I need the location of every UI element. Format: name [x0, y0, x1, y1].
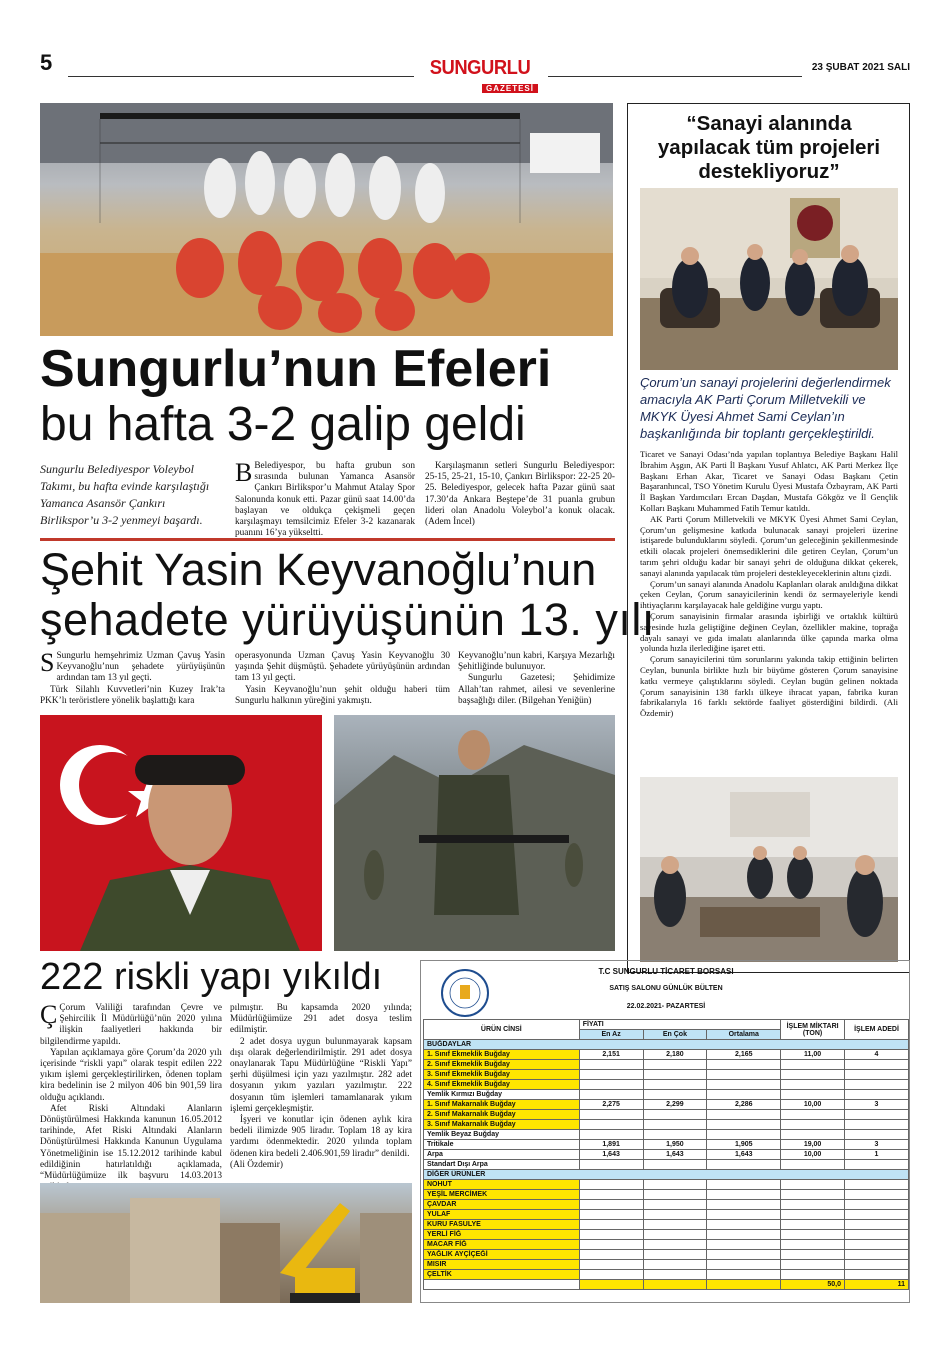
section-diger: DİĞER ÜRÜNLER — [424, 1170, 909, 1180]
cell-value: 3 — [845, 1100, 909, 1110]
product-name: MISIR — [424, 1260, 580, 1270]
product-name: 1. Sınıf Ekmeklik Buğday — [424, 1050, 580, 1060]
page-number: 5 — [40, 50, 53, 75]
sanayi-headline: “Sanayi alanında yapılacak tüm projeleri destekliyoruz” — [657, 112, 881, 183]
cell-value — [707, 1220, 781, 1230]
table-row — [424, 1190, 909, 1200]
cell-value: 2,286 — [707, 1100, 781, 1110]
cell-value — [845, 1190, 909, 1200]
product-name: KURU FASULYE — [424, 1220, 580, 1230]
cell-value — [781, 1130, 845, 1140]
cell-value — [579, 1230, 643, 1240]
cell-value — [579, 1270, 643, 1280]
cell-value — [707, 1160, 781, 1170]
cell-value — [643, 1220, 707, 1230]
cell-value — [707, 1210, 781, 1220]
cell-value — [579, 1060, 643, 1070]
table-row — [424, 1240, 909, 1250]
borsa-bulletin — [420, 960, 910, 1303]
cell-value — [579, 1190, 643, 1200]
cell-value — [707, 1190, 781, 1200]
cell-value — [781, 1230, 845, 1240]
cell-value — [707, 1110, 781, 1120]
cell-value — [781, 1110, 845, 1120]
table-row — [424, 1260, 909, 1270]
cell-value: 2,165 — [707, 1050, 781, 1060]
table-row — [424, 1050, 909, 1060]
cell-value — [845, 1090, 909, 1100]
cell-value — [707, 1230, 781, 1240]
table-row — [424, 1120, 909, 1130]
cell-value — [707, 1060, 781, 1070]
sehit-col3: Keyvanoğlu’nun kabri, Karşıya Mezarlığı Şehitliğinde bulunuyor. Sungurlu Gazetesi; Şehidimize Allah’tan rahmet, ailesi ve sevenlerine başsağlığı diler. (Bilgehan Yeniğün) — [458, 651, 615, 706]
cell-value: 2,151 — [579, 1050, 643, 1060]
cell-value — [579, 1240, 643, 1250]
table-row — [424, 1130, 909, 1140]
cell-value — [845, 1260, 909, 1270]
product-name: YULAF — [424, 1210, 580, 1220]
volley-col1: B Belediyespor, bu hafta grubun son sırasında bulunan Yamanca Asansör Çankırı Birlikspor’u Mahmut Atalay Spor Salonunda konuk etti. Pazar günü saat 14.00’da başlayan ve oldukça çekişmeli geçen karşılaşmayı temsilcimiz Efeler 3-2 kazanarak puanını 16’ya yükseltti. — [235, 458, 415, 539]
header-fiyat: FİYATI — [579, 1020, 780, 1030]
cell-value — [845, 1240, 909, 1250]
header-ortalama: Ortalama — [707, 1030, 781, 1040]
cell-value — [643, 1070, 707, 1080]
cell-value — [707, 1200, 781, 1210]
cell-value — [781, 1120, 845, 1130]
cell-value: 19,00 — [781, 1140, 845, 1150]
product-name: YAĞLIK AYÇİÇEĞİ — [424, 1250, 580, 1260]
product-name: ÇAVDAR — [424, 1200, 580, 1210]
volley-lead: Sungurlu Belediyespor Voleybol Takımı, bu hafta evinde karşılaştığı Yamanca Asansör Çankırı Birlikspor’u 3-2 yenmeyi başardı. — [40, 462, 210, 527]
table-row — [424, 1100, 909, 1110]
table-row — [424, 1180, 909, 1190]
cell-value: 2,180 — [643, 1050, 707, 1060]
sanayi-lead: Çorum’un sanayi projelerini değerlendirmek amacıyla AK Parti Çorum Milletvekili ve MKYK Üyesi Ahmet Sami Ceylan’ın başkanlığında bir toplantı gerçekleştirildi. — [640, 375, 891, 441]
riskli-col2: pılmıştır. Bu kapsamda 2020 yılında; Müdürlüğümüze 291 adet dosya teslim edilmiştir. 2 adet dosya uygun bulunmayarak kapsam dışı olarak değerlendirilmiştir. 291 adet dosya onaylanarak Tapu Müdürlüğüne “Riskli Yapı” şerhi düşülmesi için yazı yazılmıştır. 282 adet dosyanın yıkım yazıları yazılmıştır. 222 dosyanın tüm işlemleri tamamlanarak yıkım işlemi gerçekleşmiştir. İşyeri ve konutlar için ödenen aylık kira bedeli ilimizde 905 liradır. Toplam 18 ay kira yardımı ödenmektedir. 2020 yılında toplam ödenen kira bedeli 2.406.901,59 liradır” denildi. (Ali Özdemir) — [230, 1003, 412, 1170]
header-miktar: İŞLEM MİKTARI (TON) — [781, 1020, 845, 1040]
borsa-subtitle: SATIŞ SALONU GÜNLÜK BÜLTEN — [609, 985, 723, 992]
cell-value — [643, 1240, 707, 1250]
cell-value: 1,905 — [707, 1140, 781, 1150]
soldier-portrait-photo — [40, 715, 322, 951]
cell-value — [643, 1250, 707, 1260]
product-name: YEŞİL MERCİMEK — [424, 1190, 580, 1200]
sehit-col2: operasyonunda Uzman Çavuş Yasin Keyvanoğlu 30 yaşında Şehit düşmüştü. Şehadete yürüyüşünün ardından tam 13 yıl geçti. Yasin Keyvanoğlu’nun şehit olduğu haberi tüm Sungurlu halkının yüreğini yakmıştı. — [235, 651, 450, 706]
cell-value — [845, 1220, 909, 1230]
cell-value — [643, 1260, 707, 1270]
cell-value — [707, 1130, 781, 1140]
cell-value — [579, 1250, 643, 1260]
cell-value — [781, 1260, 845, 1270]
cell-value — [643, 1180, 707, 1190]
header-urun: ÜRÜN CİNSİ — [424, 1020, 580, 1040]
cell-value — [579, 1110, 643, 1120]
product-name: Tritikale — [424, 1140, 580, 1150]
cell-value — [643, 1110, 707, 1120]
total-ton: 50,0 — [781, 1280, 845, 1290]
table-row — [424, 1080, 909, 1090]
product-name: Arpa — [424, 1150, 580, 1160]
header-rule-left — [68, 76, 414, 77]
cell-value — [643, 1160, 707, 1170]
sanayi-body: Ticaret ve Sanayi Odası’nda yapılan toplantıya Belediye Başkanı Halil İbrahim Aşgın, AK Parti İl Başkanı Yusuf Ahlatcı, AK Parti Merkez İlçe Başkanı Erhan Akar, Ticaret ve Sanayi Odası Başkanı Çetin Başaranhıncal, TSO Yönetim Kurulu Üyesi Mustafa Özbayram, AK Parti İl Başkan Yardımcıları Ercan Daşdan, Mustafa Gökgöz ve İl Gençlik Kolları Başkanı Muhammed Fatih Temur katıldı. AK Parti Çorum Milletvekili ve MKYK Üyesi Ahmet Sami Ceylan, Çorum’un gelişmesine katkıda bulunacak sanayi projeleri üzerine istişarede bulunduklarını söyledi. Çorum’un geleceğinin şekillenmesinde etkili olacak projeleri önemsediklerini dile getiren Ceylan, Çorum’un tarım şehri olduğu kadar bir sanayi şehri de olduğuna dikkat çekerek, sanayi alanında yapılacak tüm projeleri destekleyeceklerinin altını çizdi. Çorum’un sanayi alanında Anadolu Kaplanları olarak anıldığına dikkat çeken Ceylan, Çorum sanayicilerinin kendi öz sermayeleriyle kendi ihtiyaçlarını karşılayacak hale geldiğine vurgu yaptı. Çorum sanayisinin firmalar arasında işbirliği ve ortaklık kültürü sayesinde hızla geliştiğine değinen Ceylan, özellikler makine, toprağa dayalı sanayi ve gıda imalatı alanlarında ülke çapında marka olma yolunda hızla ilerlediğine işaret etti. Çorum sanayicilerini tüm sorunlarını yakında takip ettiğinin belirten Ceylan, bununla birlikte hızlı bir büyüme gösteren Çorum sanayisine katkı vermeye çalıştıklarını söyledi. Ceylan bugün gelinen noktada Çorum sanayisinin 138 farklı ülkeye ihracat yapan, fabrika kuran fabrikalarıyla 16 farklı sektörde faaliyet gösterdiğini bildirdi. (Ali Özdemir) — [640, 449, 898, 719]
cell-value — [781, 1240, 845, 1250]
cell-value — [781, 1210, 845, 1220]
cell-value — [845, 1060, 909, 1070]
volleyball-team-photo — [40, 103, 613, 336]
table-row — [424, 1060, 909, 1070]
section-bugdaylar: BUĞDAYLAR — [424, 1040, 909, 1050]
meeting-photo-2 — [640, 777, 898, 962]
sehit-headline-line2: şehadete yürüyüşünün 13. yılı — [40, 594, 655, 645]
cell-value — [579, 1160, 643, 1170]
cell-value — [579, 1080, 643, 1090]
cell-value — [579, 1210, 643, 1220]
borsa-date: 22.02.2021- PAZARTESİ — [626, 1003, 706, 1010]
issue-date: 23 ŞUBAT 2021 SALI — [811, 62, 910, 73]
cell-value — [707, 1260, 781, 1270]
cell-value — [579, 1090, 643, 1100]
cell-value — [579, 1200, 643, 1210]
cell-value: 1,950 — [643, 1140, 707, 1150]
cell-value: 1,891 — [579, 1140, 643, 1150]
header-adet: İŞLEM ADEDİ — [845, 1020, 909, 1040]
cell-value: 1,643 — [643, 1150, 707, 1160]
cell-value: 1,643 — [707, 1150, 781, 1160]
cell-value: 10,00 — [781, 1150, 845, 1160]
cell-value — [781, 1090, 845, 1100]
volley-headline-line2: bu hafta 3-2 galip geldi — [40, 398, 526, 451]
cell-value — [781, 1160, 845, 1170]
sehit-col1: S Sungurlu hemşehrimiz Uzman Çavuş Yasin Keyvanoğlu’nun şehadete yürüyüşünün ardından tam 13 yıl geçti. Türk Silahlı Kuvvetleri’nin Kuzey Irak’ta PKK’lı teröristlere yönelik başlattığı kara — [40, 648, 225, 706]
cell-value — [781, 1080, 845, 1090]
volley-col2: Karşılaşmanın setleri Sungurlu Belediyespor: 25-15, 25-21, 15-10, Çankırı Birlikspor: 22-25 20-25. Belediyespor, gelecek hafta Pazar günü saat 17.30’da Ankara Beştepe’de 31 puanla grubun lideri olan Anadolu Voleybol’a konuk olacak. (Adem İncel) — [425, 461, 615, 528]
cell-value — [845, 1160, 909, 1170]
cell-value — [707, 1120, 781, 1130]
volley-headline-line1: Sungurlu’nun Efeleri — [40, 340, 552, 398]
product-name: NOHUT — [424, 1180, 580, 1190]
table-row — [424, 1160, 909, 1170]
cell-value — [643, 1270, 707, 1280]
cell-value — [707, 1090, 781, 1100]
cell-value — [643, 1080, 707, 1090]
cell-value — [643, 1090, 707, 1100]
table-row — [424, 1200, 909, 1210]
cell-value: 3 — [845, 1140, 909, 1150]
product-name: 1. Sınıf Makarnalık Buğday — [424, 1100, 580, 1110]
sehit-headline-line1: Şehit Yasin Keyvanoğlu’nun — [40, 544, 597, 595]
cell-value — [781, 1190, 845, 1200]
table-row — [424, 1140, 909, 1150]
cell-value — [707, 1080, 781, 1090]
cell-value — [781, 1200, 845, 1210]
meeting-photo-1 — [640, 188, 898, 370]
riskli-headline: 222 riskli yapı yıkıldı — [40, 956, 383, 998]
cell-value — [845, 1130, 909, 1140]
product-name: 3. Sınıf Ekmeklik Buğday — [424, 1070, 580, 1080]
cell-value — [579, 1130, 643, 1140]
product-name: MACAR FİĞ — [424, 1240, 580, 1250]
table-row — [424, 1250, 909, 1260]
cell-value — [845, 1230, 909, 1240]
borsa-table — [423, 1019, 909, 1290]
cell-value — [579, 1070, 643, 1080]
product-name: Yemlik Beyaz Buğday — [424, 1130, 580, 1140]
cell-value — [845, 1210, 909, 1220]
total-adet: 11 — [845, 1280, 909, 1290]
section-divider — [40, 538, 615, 541]
product-name: YERLİ FİĞ — [424, 1230, 580, 1240]
table-row — [424, 1110, 909, 1120]
cell-value — [643, 1210, 707, 1220]
cell-value — [845, 1070, 909, 1080]
cell-value — [579, 1220, 643, 1230]
product-name: 2. Sınıf Makarnalık Buğday — [424, 1110, 580, 1120]
table-row — [424, 1230, 909, 1240]
cell-value — [643, 1190, 707, 1200]
cell-value — [643, 1120, 707, 1130]
cell-value — [643, 1200, 707, 1210]
product-name: Standart Dışı Arpa — [424, 1160, 580, 1170]
cell-value — [845, 1180, 909, 1190]
cell-value: 1 — [845, 1150, 909, 1160]
table-row — [424, 1070, 909, 1080]
cell-value — [643, 1130, 707, 1140]
cell-value: 10,00 — [781, 1100, 845, 1110]
cell-value — [781, 1270, 845, 1280]
cell-value — [707, 1270, 781, 1280]
cell-value — [579, 1260, 643, 1270]
header-enaz: En Az — [579, 1030, 643, 1040]
borsa-title: T.C SUNGURLU TİCARET BORSASI — [598, 967, 734, 976]
cell-value — [781, 1180, 845, 1190]
cell-value: 11,00 — [781, 1050, 845, 1060]
product-name: Yemlik Kırmızı Buğday — [424, 1090, 580, 1100]
demolition-photo — [40, 1183, 412, 1303]
cell-value — [643, 1060, 707, 1070]
cell-value — [845, 1250, 909, 1260]
newspaper-logo: SUNGURLU GAZETESİ — [420, 58, 540, 96]
cell-value — [707, 1240, 781, 1250]
cell-value — [707, 1180, 781, 1190]
table-row — [424, 1270, 909, 1280]
cell-value: 2,275 — [579, 1100, 643, 1110]
table-row — [424, 1220, 909, 1230]
cell-value — [845, 1200, 909, 1210]
cell-value: 2,299 — [643, 1100, 707, 1110]
cell-value — [845, 1080, 909, 1090]
cell-value — [643, 1230, 707, 1240]
cell-value — [845, 1270, 909, 1280]
product-name: 4. Sınıf Ekmeklik Buğday — [424, 1080, 580, 1090]
cell-value — [579, 1180, 643, 1190]
cell-value — [781, 1060, 845, 1070]
cell-value — [579, 1120, 643, 1130]
cell-value — [781, 1250, 845, 1260]
soldier-field-photo — [334, 715, 615, 951]
cell-value — [707, 1070, 781, 1080]
product-name: 3. Sınıf Makarnalık Buğday — [424, 1120, 580, 1130]
cell-value: 1,643 — [579, 1150, 643, 1160]
cell-value — [781, 1220, 845, 1230]
cell-value: 4 — [845, 1050, 909, 1060]
product-name: ÇELTİK — [424, 1270, 580, 1280]
riskli-col1: Ç Çorum Valiliği tarafından Çevre ve Şehircilik İl Müdürlüğü’nün 2020 yılına ilişkin faaliyetleri hakkında bir bilgilendirme yapıldı. Yapılan açıklamaya göre Çorum’da 2020 yılı içerisinde “riskli yapı” olarak tespit edilen 222 yıkım işlemi gerçekleştirilirken, ödenen toplam kira bedelinin ise 2 milyon 406 bin 901,59 lira olduğu açıklandı. Afet Riski Altındaki Alanların Dönüştürülmesi Hakkında kanunun 16.05.2012 tarihinde, Afet Riski Altındaki Alanların Dönüştürülmesi Hakkında Kanunun Uygulama Yönetmeliğinin ise 15.12.2012 tarihinde kabul edildiğinin hatırlatıldığı açıklamada, “Müdürlüğümüze ilk başvuru 14.03.2013 — [40, 1000, 222, 1182]
cell-value — [845, 1120, 909, 1130]
cell-value — [707, 1250, 781, 1260]
header-encok: En Çok — [643, 1030, 707, 1040]
cell-value — [781, 1070, 845, 1080]
table-row — [424, 1150, 909, 1160]
product-name: 2. Sınıf Ekmeklik Buğday — [424, 1060, 580, 1070]
cell-value — [845, 1110, 909, 1120]
table-row — [424, 1210, 909, 1220]
table-row — [424, 1090, 909, 1100]
header-rule-right — [548, 76, 802, 77]
